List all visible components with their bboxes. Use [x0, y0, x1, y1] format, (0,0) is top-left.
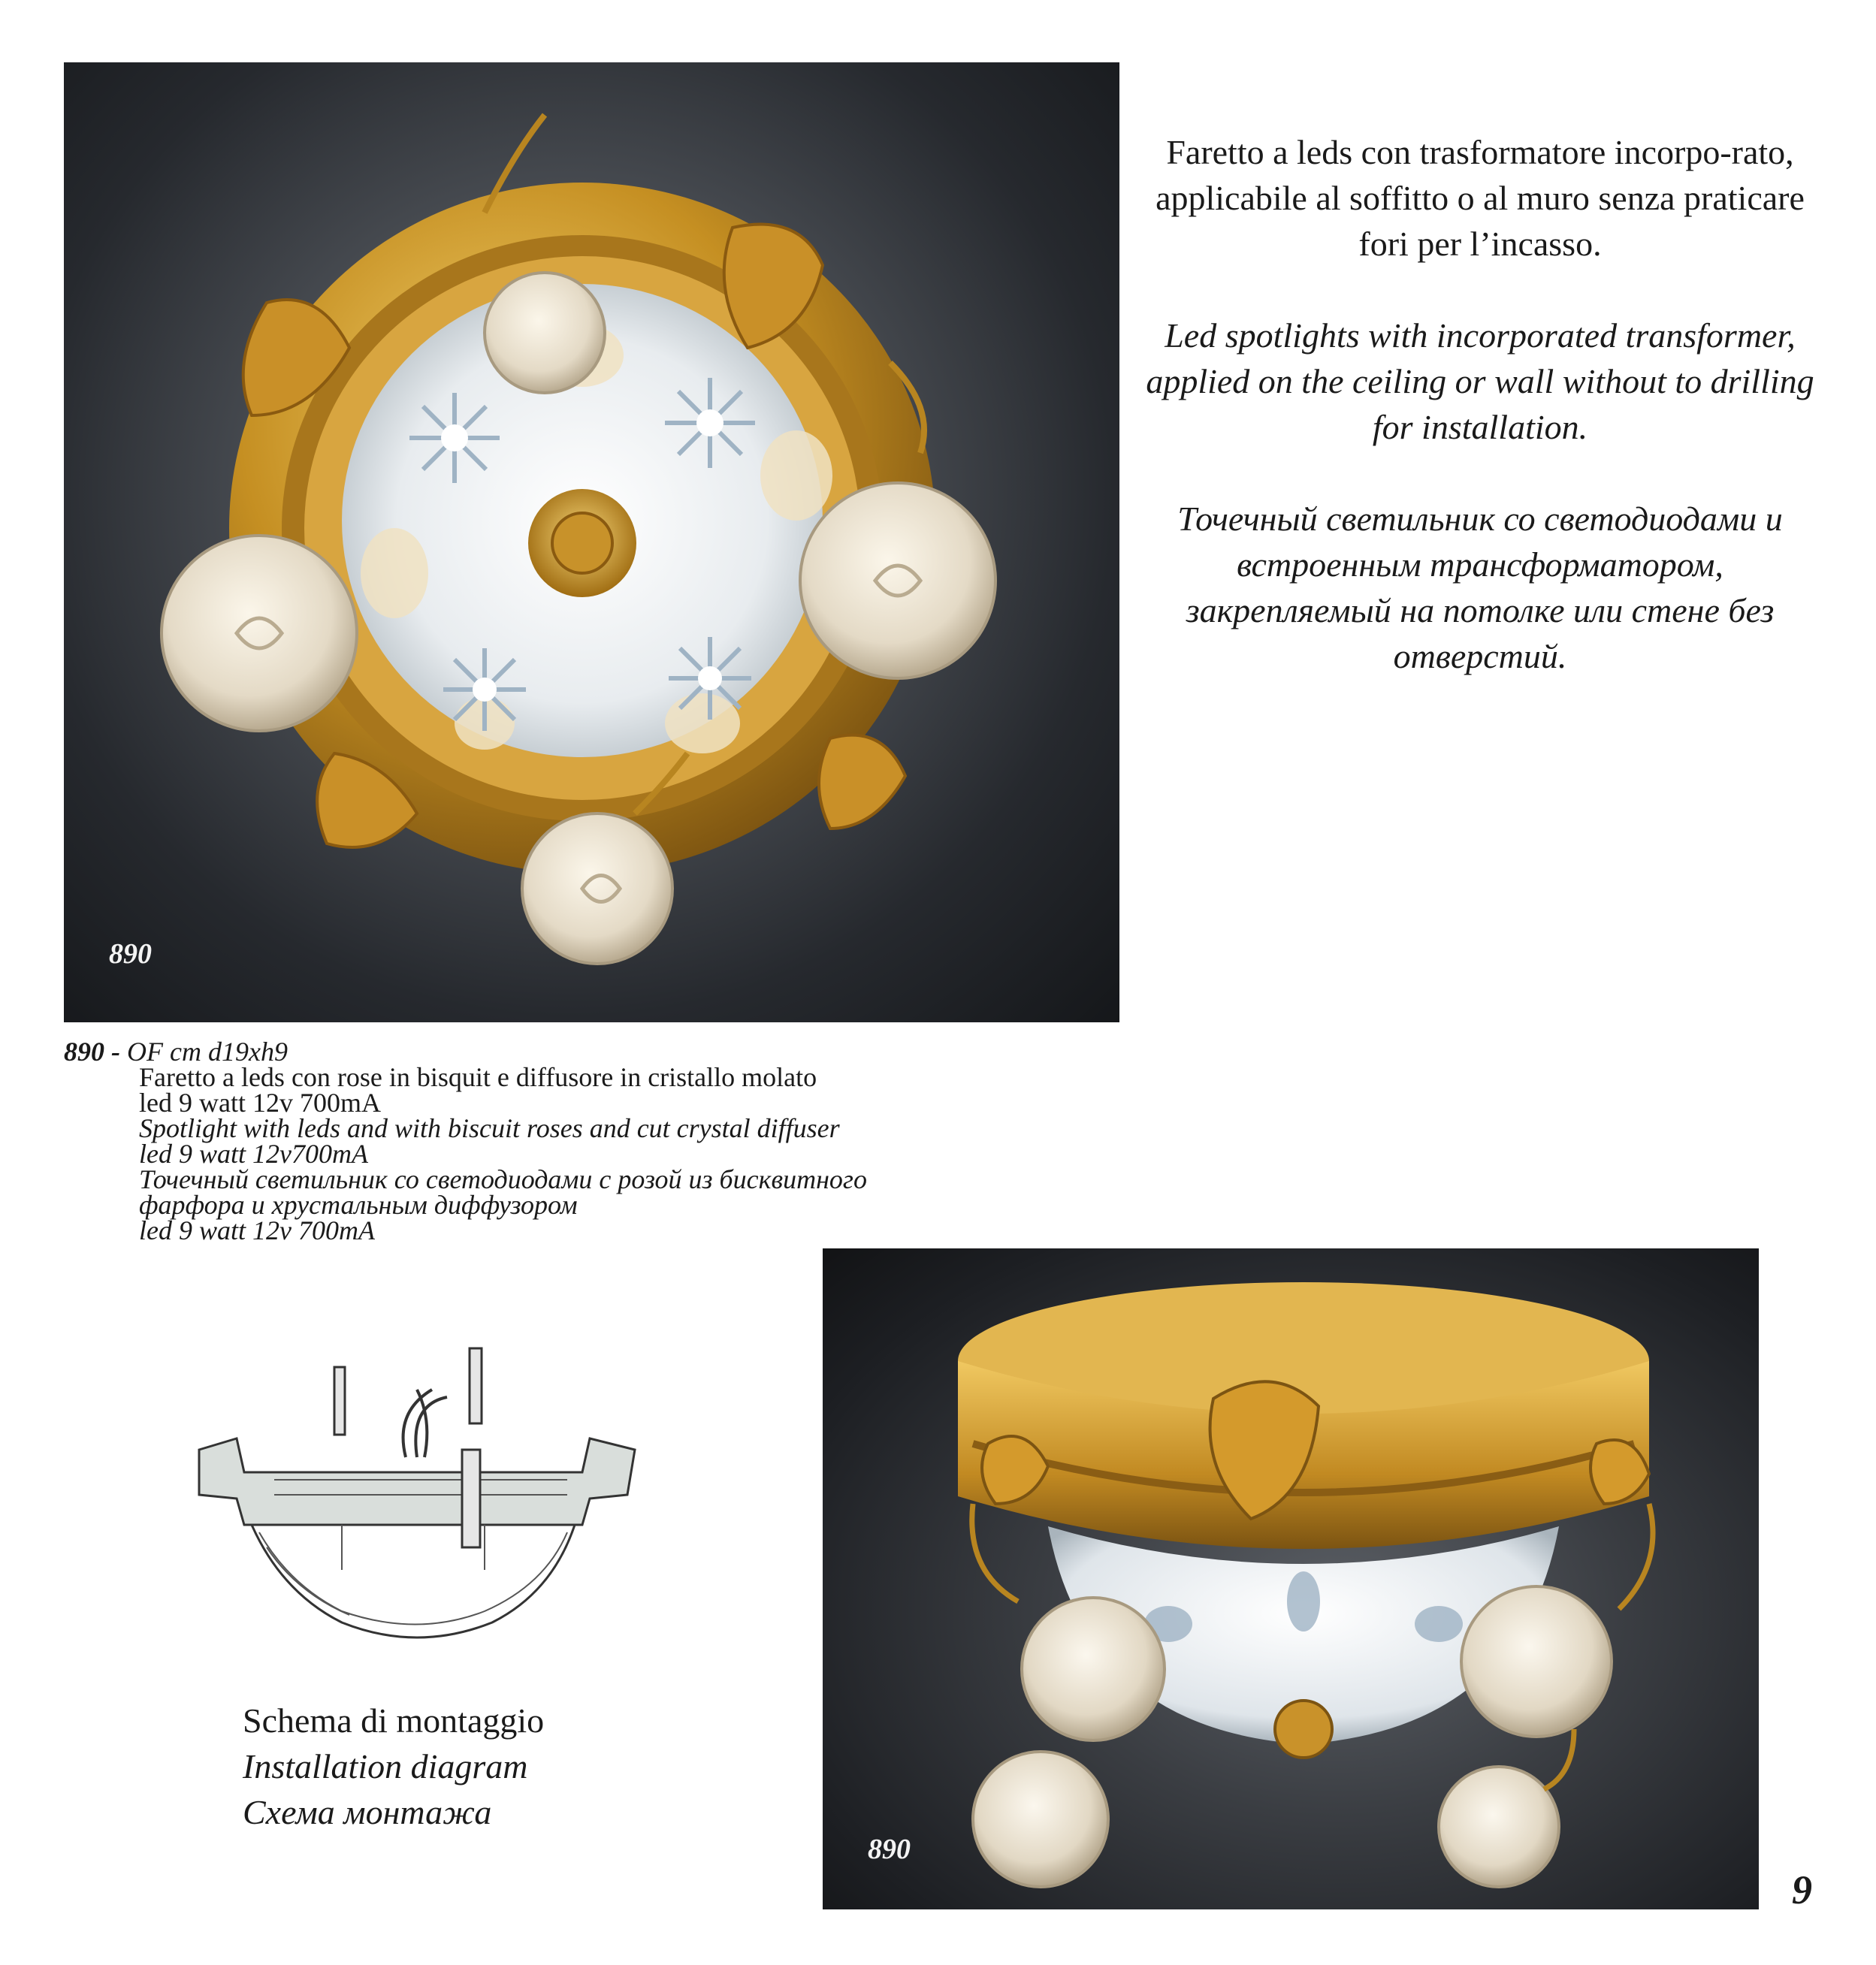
spec-line: Spotlight with leds and with biscuit roses and cut crystal diffuser — [139, 1113, 840, 1143]
diagram-title-italian: Schema di montaggio — [243, 1701, 545, 1740]
ceiling-lamp-illustration — [64, 62, 1119, 1022]
product-size: OF cm d19xh9 — [127, 1037, 288, 1067]
product-photo-bottom — [823, 1248, 1759, 1909]
page-number: 9 — [1792, 1867, 1812, 1912]
diagram-caption — [243, 1698, 544, 1835]
installation-diagram-drawing — [192, 1345, 642, 1645]
spec-line: led 9 watt 12v 700mA — [139, 1088, 381, 1118]
photo-label-bottom: 890 — [868, 1834, 911, 1865]
product-spec — [64, 1039, 1101, 1243]
spec-line: led 9 watt 12v700mA — [139, 1139, 368, 1169]
installation-diagram — [192, 1345, 642, 1645]
description-english: Led spotlights with incorporated transformer, applied on the ceiling or wall without to drilling for installation. — [1146, 316, 1814, 446]
spec-line: фарфора и хрустальным диффузором — [139, 1190, 578, 1220]
spec-line: Faretto a leds con rose in bisquit e diffusore in cristallo molato — [139, 1062, 817, 1092]
product-code: 890 - — [64, 1037, 120, 1067]
photo-label-top: 890 — [109, 938, 152, 970]
diagram-title-english: Installation diagram — [243, 1747, 528, 1785]
spec-line: led 9 watt 12v 700mA — [139, 1215, 375, 1245]
ceiling-lamp-side-illustration — [823, 1248, 1759, 1909]
spec-heading — [64, 1037, 1101, 1067]
diagram-title-russian: Схема монтажа — [243, 1793, 492, 1831]
product-description — [1142, 129, 1818, 725]
spec-line: Точечный светильник со светодиодами с розой из бисквитного — [139, 1164, 867, 1194]
product-photo-top — [64, 62, 1119, 1022]
description-italian: Faretto a leds con trasformatore incorpo-rato, applicabile al soffitto o al muro senza praticare fori per l’incasso. — [1156, 133, 1805, 263]
description-russian: Точечный светильник со светодиодами и встроенным трансформатором, закрепляемый на потолке или стене без отверстий. — [1177, 500, 1783, 675]
